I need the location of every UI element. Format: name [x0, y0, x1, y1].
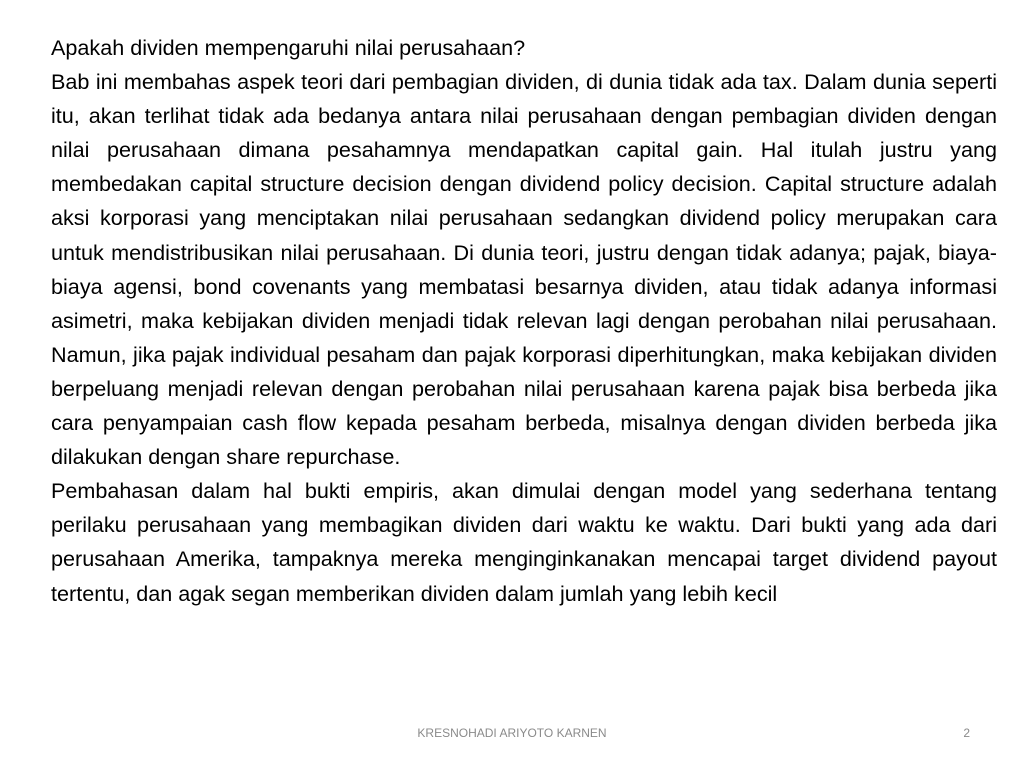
slide-body [51, 31, 997, 611]
question-heading: Apakah dividen mempengaruhi nilai perusahaan? [51, 35, 526, 60]
paragraph-empirical: Pembahasan dalam hal bukti empiris, akan dimulai dengan model yang sederhana tentang perilaku perusahaan yang membagikan dividen dari waktu ke waktu. Dari bukti yang ada dari perusahaan Amerika, tampaknya mereka menginginkanakan mencapai target dividend payout tertentu, dan agak segan memberikan dividen dalam jumlah yang lebih kecil [51, 478, 997, 606]
page-number: 2 [963, 726, 970, 740]
footer-author: KRESNOHADI ARIYOTO KARNEN [417, 726, 607, 740]
paragraph-theory: Bab ini membahas aspek teori dari pembagian dividen, di dunia tidak ada tax. Dalam dunia seperti itu, akan terlihat tidak ada bedanya antara nilai perusahaan dengan pembagian dividen dengan nilai perusahaan dimana pesahamnya mendapatkan capital gain. Hal itulah justru yang membedakan capital structure decision dengan dividend policy decision. Capital structure adalah aksi korporasi yang menciptakan nilai perusahaan sedangkan dividend policy merupakan cara untuk mendistribusikan nilai perusahaan. Di dunia teori, justru dengan tidak adanya; pajak, biaya-biaya agensi, bond covenants yang membatasi besarnya dividen, atau tidak adanya informasi asimetri, maka kebijakan dividen menjadi tidak relevan lagi dengan perobahan nilai perusahaan. Namun, jika pajak individual pesaham dan pajak korporasi diperhitungkan, maka kebijakan dividen berpeluang menjadi relevan dengan perobahan nilai perusahaan karena pajak bisa berbeda jika cara penyampaian cash flow kepada pesaham berbeda, misalnya dengan dividen berbeda jika dilakukan dengan share repurchase. [51, 69, 997, 470]
